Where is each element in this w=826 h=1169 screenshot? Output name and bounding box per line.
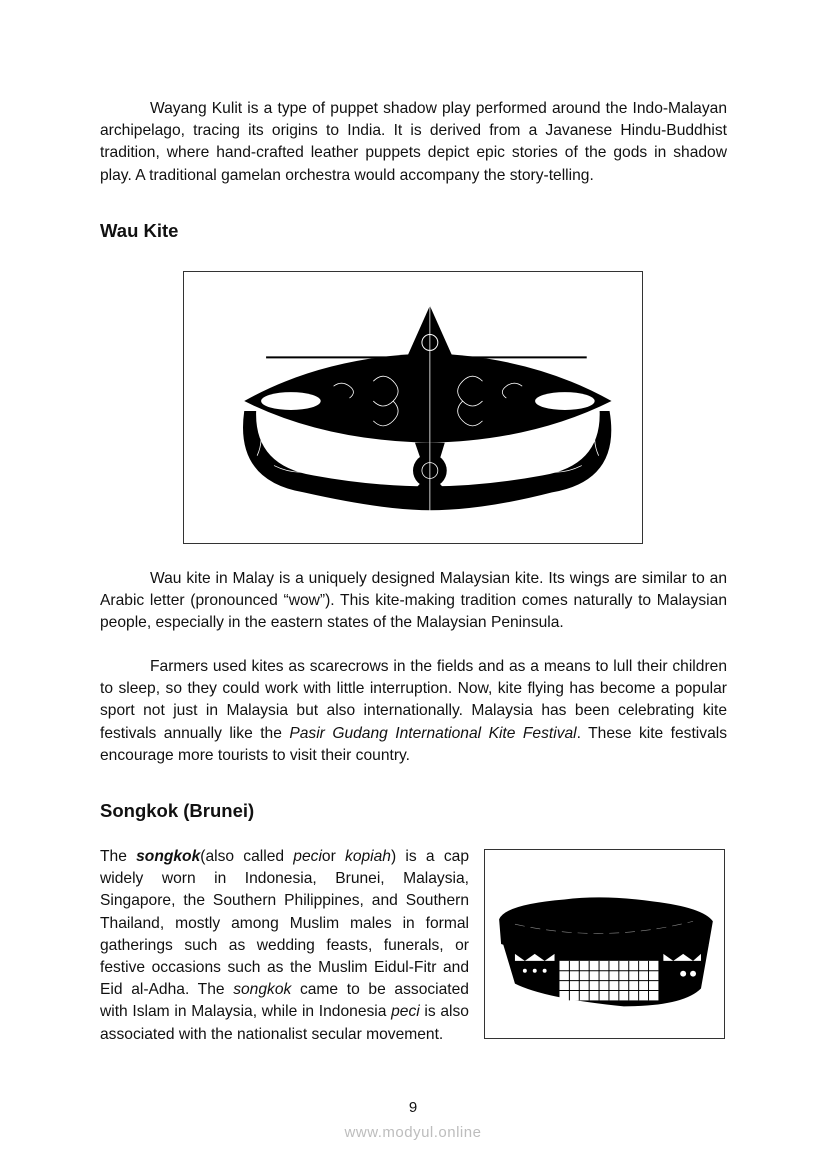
wau-paragraph-2 [100,656,727,767]
kopiah-term: kopiah [345,848,391,865]
wau-kite-illustration [184,272,642,543]
peci-term: peci [293,848,322,865]
songkok-text: The [100,848,137,865]
songkok-illustration [485,850,724,1038]
songkok-heading: Songkok (Brunei) [100,800,255,821]
songkok-text: came to be associated with Islam in Malaysia, while in Indonesia [100,981,469,1021]
songkok-term: songkok [136,848,201,865]
songkok-term: songkok [233,981,292,999]
wau-para2-end: . These kite festivals encourage more tourists to visit their country. [100,724,728,764]
wau-paragraph-1 [100,568,727,635]
songkok-text: is also associated with the nationalist secular movement. [100,1003,469,1043]
wau-kite-image [183,271,643,544]
intro-paragraph [100,98,727,187]
page-number: 9 [408,1099,418,1116]
songkok-image [484,849,725,1039]
wau-kite-heading: Wau Kite [100,220,179,241]
songkok-text: ) is a cap widely worn in Indonesia, Brunei, Malaysia, Singapore, the Southern Philippines, and Southern Thailand, mostly among Muslim males in formal gatherings such as wedding feasts, funerals, or festive occasions such as the Muslim Eidul-Fitr and Eid al-Adha. The [100,848,469,999]
peci-term: peci [391,1003,420,1021]
wau-para1-text: Wau kite in Malay is a uniquely designed Malaysian kite. Its wings are similar to an Arabic letter (pronounced “wow”). This kite-making tradition comes naturally to Malaysian people, especially in the eastern states of the Malaysian Peninsula. [100,570,727,632]
songkok-text: or [321,848,346,865]
wau-para2-text: Farmers used kites as scarecrows in the fields and as a means to lull their children to sleep, so they could work with little interruption. Now, kite flying has become a popular sport not just in Malaysia but also internationally. Malaysia has been celebrating kite festivals annually like the [100,658,727,742]
festival-name: Pasir Gudang International Kite Festival [289,724,577,742]
intro-text: Wayang Kulit is a type of puppet shadow play performed around the Indo-Malayan archipelago, tracing its origins to India. It is derived from a Javanese Hindu-Buddhist tradition, where hand-crafted leather puppets depict epic stories of the gods in shadow play. A traditional gamelan orchestra would accompany the story-telling. [100,100,727,184]
songkok-text: (also called [200,848,294,865]
watermark: www.modyul.online [344,1124,482,1141]
songkok-paragraph [100,846,469,1046]
